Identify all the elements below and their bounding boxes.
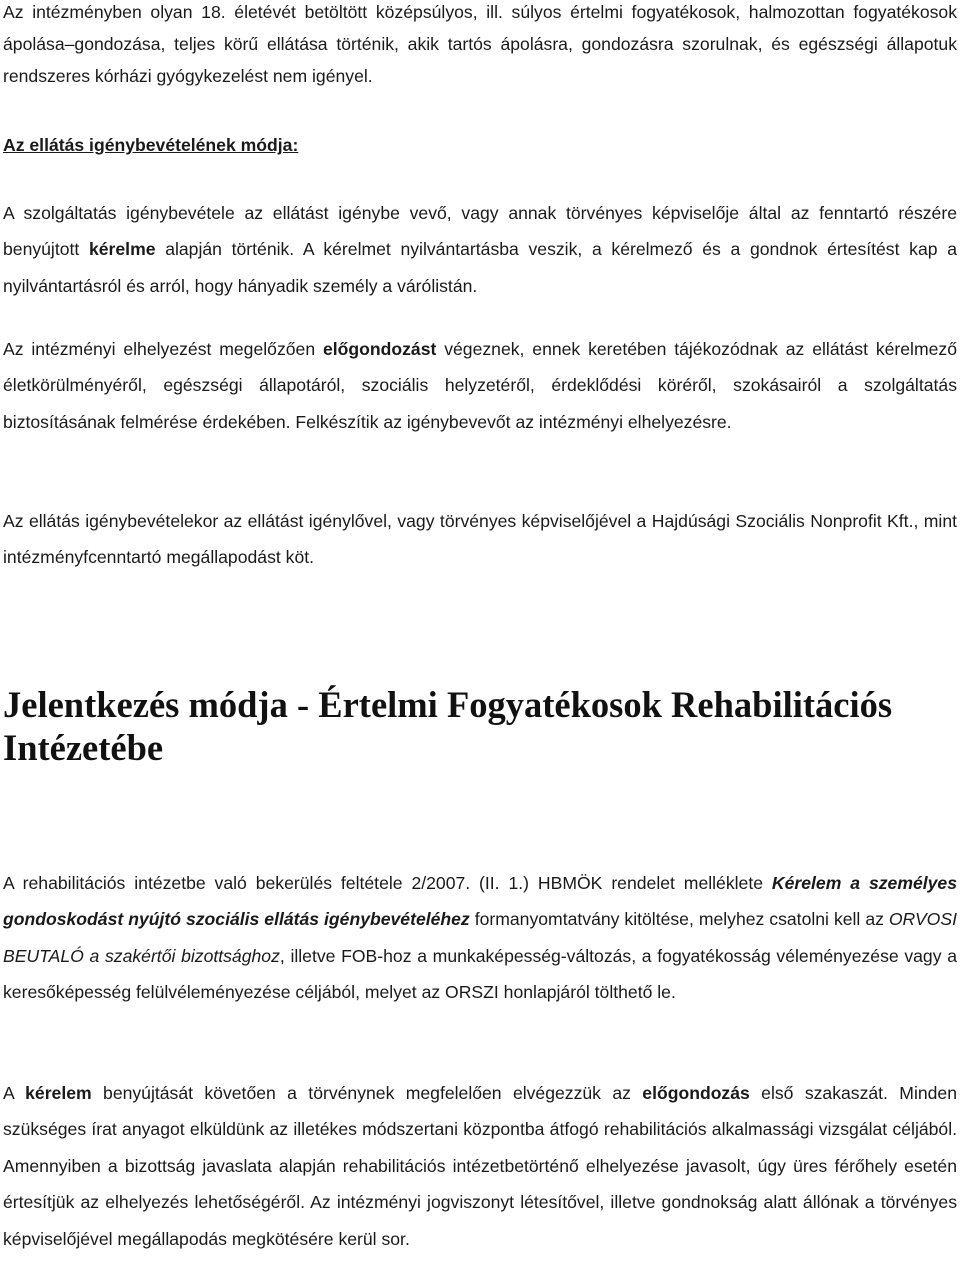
emphasis-elogondozas: előgondozás <box>642 1083 750 1103</box>
paragraph-agreement: Az ellátás igénybevételekor az ellátást igénylővel, vagy törvényes képviselőjével a Hajdúsági Szociális Nonprofit Kft., mint intézményfcenntartó megállapodást köt. <box>3 511 957 568</box>
emphasis-kerelem: kérelem <box>25 1083 92 1103</box>
paragraph-conditions: A rehabilitációs intézetbe való bekerülés feltétele 2/2007. (II. 1.) HBMÖK rendelet melléklete Kérelem a személyes gondoskodást nyújtó szociális ellátás igénybevételéhez formanyomtatvány kitöltése, melyhez csatolni kell az ORVOSI BEUTALÓ a szakértői bizottsághoz, illetve FOB-hoz a munkaképesség-változás, a fogyatékosság véleményezése vagy a keresőképesség felülvéleményezése céljából, melyet az ORSZI honlapjáról tölthető le. <box>3 873 957 1003</box>
section-heading <box>3 127 957 163</box>
page-title: Jelentkezés módja - Értelmi Fogyatékosok Rehabilitációs Intézetébe <box>3 684 893 768</box>
paragraph-precare: Az intézményi elhelyezést megelőzően előgondozást végeznek, ennek keretében tájékozódnak az ellátást kérelmező életkörülményéről, egészségi állapotáról, szociális helyzetéről, érdeklődési köréről, szokásairól a szolgáltatás biztosításának felmérése érdekében. Felkészítik az igénybevevőt az intézményi elhelyezésre. <box>3 339 957 432</box>
emphasis-form-title: Kérelem a személyes gondoskodást nyújtó szociális ellátás igénybevételéhez <box>3 873 957 930</box>
intro-paragraph: Az intézményben olyan 18. életévét betöltött középsúlyos, ill. súlyos értelmi fogyatékosok, halmozottan fogyatékosok ápolása–gondozása, teljes körű ellátása történik, akik tartós ápolásra, gondozásra szorulnak, és egészségi állapotuk rendszeres kórházi gyógykezelést nem igényel. <box>3 2 957 86</box>
emphasis-elogondozast: előgondozást <box>322 339 437 359</box>
emphasis-referral: ORVOSI BEUTALÓ a szakértői bizottsághoz <box>3 909 957 966</box>
emphasis-kerelme: kérelme <box>88 239 156 260</box>
section-heading-text: Az ellátás igénybevételének módja: <box>3 135 299 155</box>
paragraph-process: A kérelem benyújtását követően a törvénynek megfelelően elvégezzük az előgondozás első szakaszát. Minden szükséges írat anyagot elküldünk az illetékes módszertani központba átfogó rehabilitációs alkalmassági vizsgálat céljából. Amennyiben a bizottság javaslata alapján rehabilitációs intézetbetörténő elhelyezése javasolt, úgy üres férőhely esetén értesítjük az elhelyezés lehetőségéről. Az intézményi jogviszonyt létesítővel, illetve gondnokság alatt állónak a törvényes képviselőjével megállapodás megkötésére kerül sor. <box>3 1083 957 1249</box>
paragraph-request: A szolgáltatás igénybevétele az ellátást igénybe vevő, vagy annak törvényes képviselője által az fenntartó részére benyújtott kérelme alapján történik. A kérelmet nyilvántartásba veszik, a kérelmező és a gondnok értesítést kap a nyilvántartásról és arról, hogy hányadik személy a várólistán. <box>3 203 957 296</box>
